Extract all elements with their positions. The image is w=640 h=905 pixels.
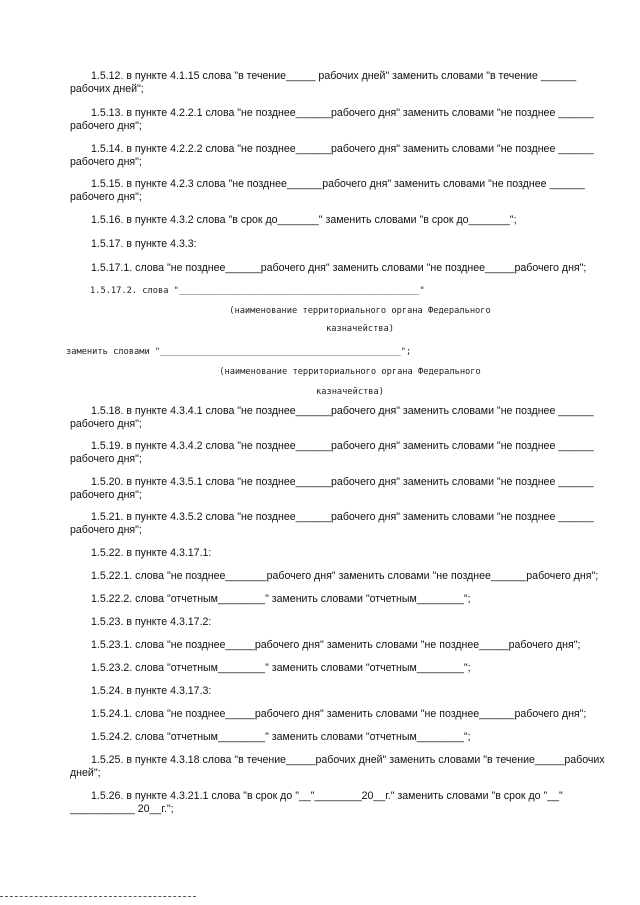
clause-1-5-23-2: 1.5.23.2. слова "отчетным________" заменить словами "отчетным________"; bbox=[91, 662, 471, 674]
replace-with-line: заменить словами "______________________________________________"; bbox=[66, 347, 412, 357]
clause-1-5-18: 1.5.18. в пункте 4.3.4.1 слова "не позднее______рабочего дня" заменить словами "не позднее ______ рабочего дня"; bbox=[70, 405, 597, 430]
clause-1-5-17-2: 1.5.17.2. слова "______________________________________________" bbox=[90, 286, 425, 296]
clause-1-5-17: 1.5.17. в пункте 4.3.3: bbox=[91, 238, 197, 250]
clause-1-5-22-2: 1.5.22.2. слова "отчетным________" заменить словами "отчетным________"; bbox=[91, 593, 471, 605]
clause-1-5-13: 1.5.13. в пункте 4.2.2.1 слова "не позднее______рабочего дня" заменить словами "не позднее ______ рабочего дня"; bbox=[70, 107, 597, 132]
clause-1-5-19: 1.5.19. в пункте 4.3.4.2 слова "не позднее______рабочего дня" заменить словами "не позднее ______ рабочего дня"; bbox=[70, 440, 597, 465]
clause-1-5-15: 1.5.15. в пункте 4.2.3 слова "не позднее______рабочего дня" заменить словами "не позднее ______ рабочего дня"; bbox=[70, 178, 588, 203]
clause-1-5-22: 1.5.22. в пункте 4.3.17.1: bbox=[91, 547, 212, 559]
clause-1-5-24: 1.5.24. в пункте 4.3.17.3: bbox=[91, 685, 212, 697]
clause-1-5-20: 1.5.20. в пункте 4.3.5.1 слова "не позднее______рабочего дня" заменить словами "не позднее ______ рабочего дня"; bbox=[70, 476, 597, 501]
clause-1-5-23-1: 1.5.23.1. слова "не позднее_____рабочего дня" заменить словами "не позднее_____рабочего дня"; bbox=[91, 639, 581, 651]
clause-1-5-17-1: 1.5.17.1. слова "не позднее______рабочего дня" заменить словами "не позднее_____рабочего дня"; bbox=[91, 262, 587, 274]
clause-1-5-23: 1.5.23. в пункте 4.3.17.2: bbox=[91, 616, 212, 628]
clause-1-5-16: 1.5.16. в пункте 4.3.2 слова "в срок до_______" заменить словами "в срок до_______"; bbox=[91, 214, 517, 226]
clause-1-5-12: 1.5.12. в пункте 4.1.15 слова "в течение_____ рабочих дней" заменить словами "в течение ______ рабочих дней"; bbox=[70, 70, 580, 95]
clause-1-5-24-2: 1.5.24.2. слова "отчетным________" заменить словами "отчетным________"; bbox=[91, 731, 471, 743]
clause-1-5-22-1: 1.5.22.1. слова "не позднее_______рабочего дня" заменить словами "не позднее______рабочего дня"; bbox=[91, 570, 599, 582]
clause-1-5-21: 1.5.21. в пункте 4.3.5.2 слова "не позднее______рабочего дня" заменить словами "не позднее ______ рабочего дня"; bbox=[70, 511, 597, 536]
caption-territorial-body-1: (наименование территориального органа Федерального bbox=[229, 306, 491, 316]
clause-1-5-26: 1.5.26. в пункте 4.3.21.1 слова "в срок до "__"________20__г." заменить словами "в срок до "__" ___________ 20__г."; bbox=[70, 790, 566, 815]
clause-1-5-14: 1.5.14. в пункте 4.2.2.2 слова "не позднее______рабочего дня" заменить словами "не позднее ______ рабочего дня"; bbox=[70, 143, 597, 168]
clause-1-5-24-1: 1.5.24.1. слова "не позднее_____рабочего дня" заменить словами "не позднее______рабочего дня"; bbox=[91, 708, 587, 720]
footnote-separator bbox=[0, 896, 196, 897]
caption-treasury-2: казначейства) bbox=[316, 387, 384, 397]
caption-territorial-body-2: (наименование территориального органа Федерального bbox=[219, 367, 481, 377]
clause-1-5-25: 1.5.25. в пункте 4.3.18 слова "в течение_____рабочих дней" заменить словами "в течение_____рабочих дней"; bbox=[70, 754, 608, 779]
caption-treasury-1: казначейства) bbox=[326, 324, 394, 334]
